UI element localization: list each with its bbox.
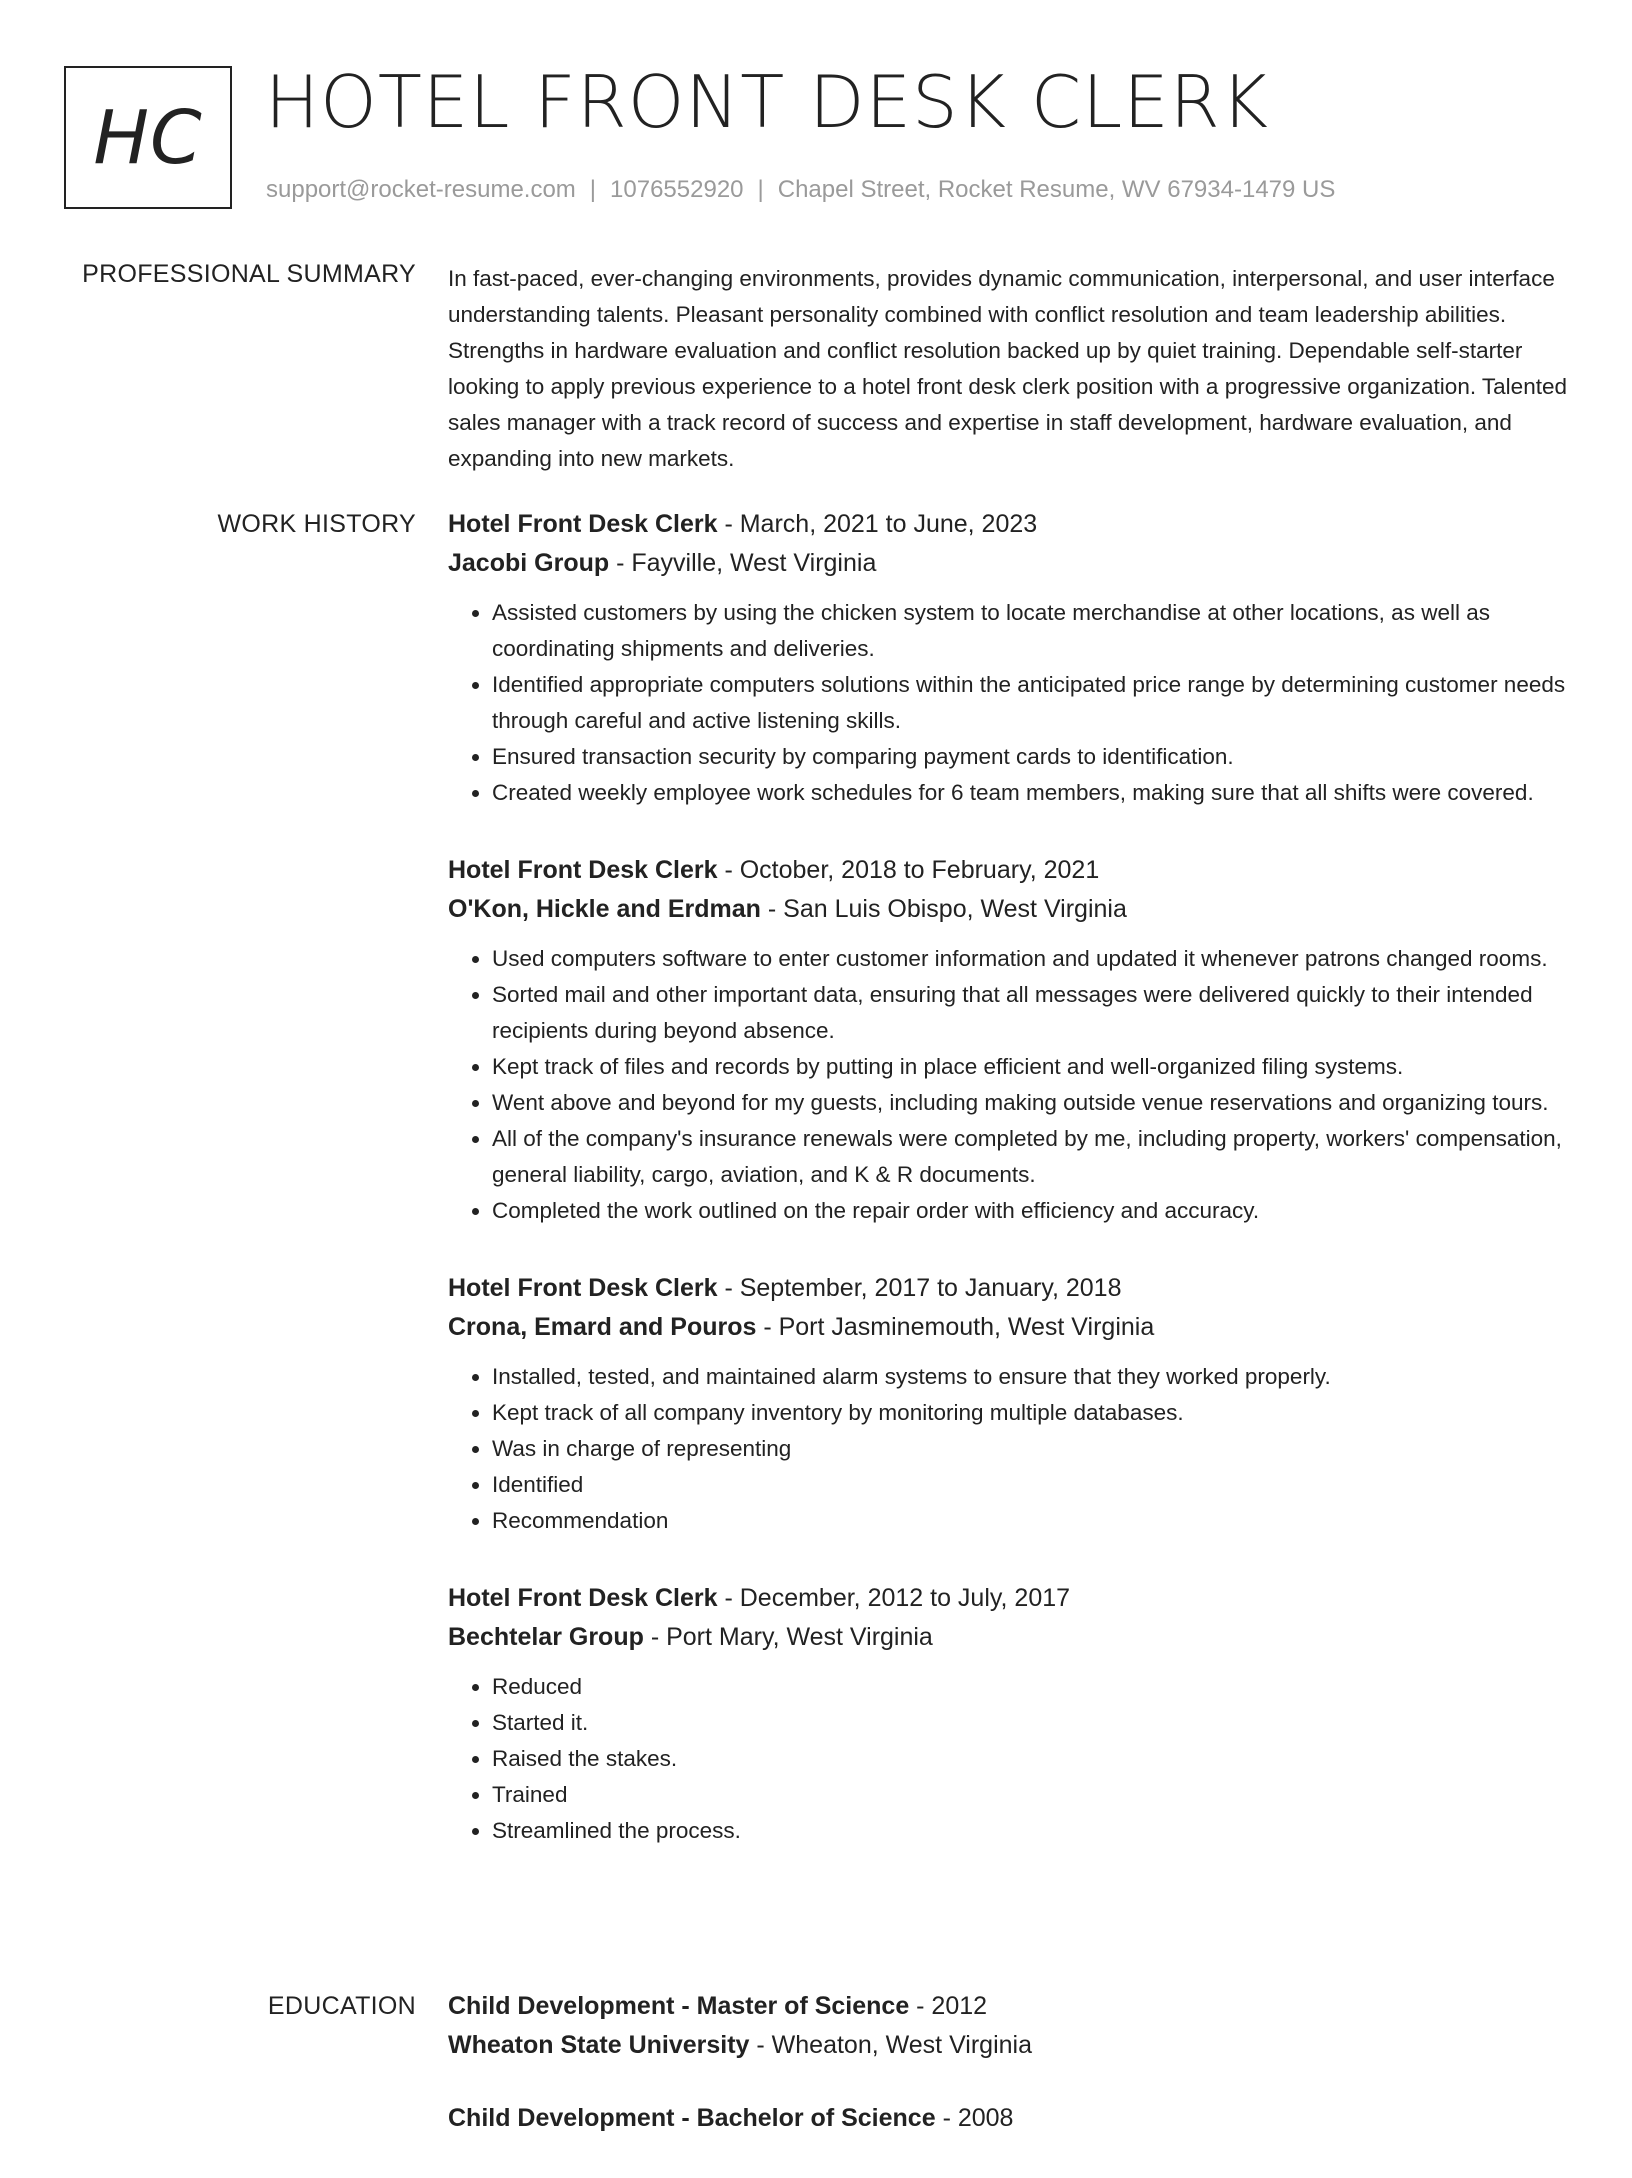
bullet-item: • Streamlined the process. — [492, 1813, 1568, 1849]
job-dates: - March, 2021 to June, 2023 — [717, 510, 1038, 538]
job-dates: - September, 2017 to January, 2018 — [717, 1274, 1122, 1302]
job-title-line — [448, 1579, 1568, 1618]
bullet-item: • Started it. — [492, 1705, 1568, 1741]
bullet-item: • All of the company's insurance renewals were completed by me, including property, workers' compensation, general liability, cargo, aviation, and K & R documents. — [492, 1121, 1568, 1193]
job-entry — [448, 505, 1568, 811]
job-location: - Fayville, West Virginia — [609, 549, 877, 577]
job-location: - Port Mary, West Virginia — [643, 1623, 933, 1651]
bullet-item: • Used computers software to enter customer information and updated it whenever patrons changed rooms. — [492, 941, 1568, 977]
job-location: - San Luis Obispo, West Virginia — [760, 895, 1127, 923]
contact-phone: 1076552920 — [610, 176, 744, 203]
summary-text: In fast-paced, ever-changing environments, provides dynamic communication, interpersonal, and user interface understanding talents. Pleasant personality combined with conflict resolution and team leadership abilities. Strengths in hardware evaluation and conflict resolution backed up by quiet training. Dependable self-starter looking to apply previous experience to a hotel front desk clerk position with a progressive organization. Talented sales manager with a track record of success and expertise in staff development, hardware evaluation, and expanding into new markets. — [448, 266, 1567, 471]
job-entry — [448, 1269, 1568, 1539]
bullet-item: • Sorted mail and other important data, ensuring that all messages were delivered quickly to their intended recipients during beyond absence. — [492, 977, 1568, 1049]
section-label-work-history: WORK HISTORY — [217, 510, 416, 538]
bullet-item: • Installed, tested, and maintained alarm systems to ensure that they worked properly. — [492, 1359, 1568, 1395]
resume-header — [64, 60, 1568, 210]
job-company: Jacobi Group — [448, 549, 610, 577]
bullet-item: • Created weekly employee work schedules for 6 team members, making sure that all shifts were covered. — [492, 775, 1568, 811]
education-school: Wheaton State University — [448, 2031, 750, 2059]
job-company-line — [448, 890, 1568, 929]
candidate-name: HOTEL FRONT DESK CLERK — [265, 60, 1269, 144]
job-title: Hotel Front Desk Clerk — [448, 856, 718, 884]
contact-separator: | — [757, 176, 764, 203]
job-bullets — [448, 1359, 1568, 1539]
job-company-line — [448, 1618, 1568, 1657]
contact-line — [266, 176, 1335, 204]
education-school-line — [448, 2026, 1568, 2065]
section-label-education: EDUCATION — [267, 1992, 416, 2020]
bullet-item: • Ensured transaction security by comparing payment cards to identification. — [492, 739, 1568, 775]
job-dates: - October, 2018 to February, 2021 — [717, 856, 1100, 884]
job-dates: - December, 2012 to July, 2017 — [717, 1584, 1071, 1612]
education-year: - 2012 — [909, 1992, 988, 2020]
job-bullets — [448, 941, 1568, 1229]
education-degree-line — [448, 1987, 1568, 2026]
job-bullets — [448, 595, 1568, 811]
job-company: Crona, Emard and Pouros — [448, 1313, 757, 1341]
job-company-line — [448, 544, 1568, 583]
bullet-item: • Was in charge of representing — [492, 1431, 1568, 1467]
job-title-line — [448, 1269, 1568, 1308]
job-title: Hotel Front Desk Clerk — [448, 510, 718, 538]
job-title: Hotel Front Desk Clerk — [448, 1584, 718, 1612]
bullet-item: • Recommendation — [492, 1503, 1568, 1539]
bullet-item: • Went above and beyond for my guests, including making outside venue reservations and organizing tours. — [492, 1085, 1568, 1121]
bullet-item: • Trained — [492, 1777, 1568, 1813]
job-company-line — [448, 1308, 1568, 1347]
education-degree: Child Development - Master of Science — [448, 1992, 910, 2020]
education-entry — [448, 2099, 1568, 2138]
bullet-item: • Identified appropriate computers solutions within the anticipated price range by determining customer needs through careful and active listening skills. — [492, 667, 1568, 739]
education-location: - Wheaton, West Virginia — [749, 2031, 1032, 2059]
bullet-item: • Kept track of all company inventory by monitoring multiple databases. — [492, 1395, 1568, 1431]
bullet-item: • Assisted customers by using the chicken system to locate merchandise at other locations, as well as coordinating shipments and deliveries. — [492, 595, 1568, 667]
bullet-item: • Raised the stakes. — [492, 1741, 1568, 1777]
job-entry — [448, 851, 1568, 1229]
job-location: - Port Jasminemouth, West Virginia — [756, 1313, 1155, 1341]
job-company: O'Kon, Hickle and Erdman — [448, 895, 761, 923]
job-title-line — [448, 851, 1568, 890]
education-degree-line — [448, 2099, 1568, 2138]
bullet-item: • Kept track of files and records by putting in place efficient and well-organized filing systems. — [492, 1049, 1568, 1085]
monogram-initials: HC — [93, 94, 203, 181]
education-entry — [448, 1987, 1568, 2065]
job-title: Hotel Front Desk Clerk — [448, 1274, 718, 1302]
education-year: - 2008 — [935, 2104, 1014, 2132]
bullet-item: • Completed the work outlined on the repair order with efficiency and accuracy. — [492, 1193, 1568, 1229]
bullet-item: • Reduced — [492, 1669, 1568, 1705]
job-bullets — [448, 1669, 1568, 1849]
bullet-item: • Identified — [492, 1467, 1568, 1503]
job-title-line — [448, 505, 1568, 544]
contact-email: support@rocket-resume.com — [266, 176, 576, 203]
education-degree: Child Development - Bachelor of Science — [448, 2104, 936, 2132]
job-entry — [448, 1579, 1568, 1849]
contact-separator: | — [589, 176, 597, 203]
monogram-box — [64, 66, 232, 209]
contact-address: Chapel Street, Rocket Resume, WV 67934-1479 US — [777, 176, 1336, 203]
section-label-summary: PROFESSIONAL SUMMARY — [82, 260, 416, 288]
job-company: Bechtelar Group — [448, 1623, 644, 1651]
